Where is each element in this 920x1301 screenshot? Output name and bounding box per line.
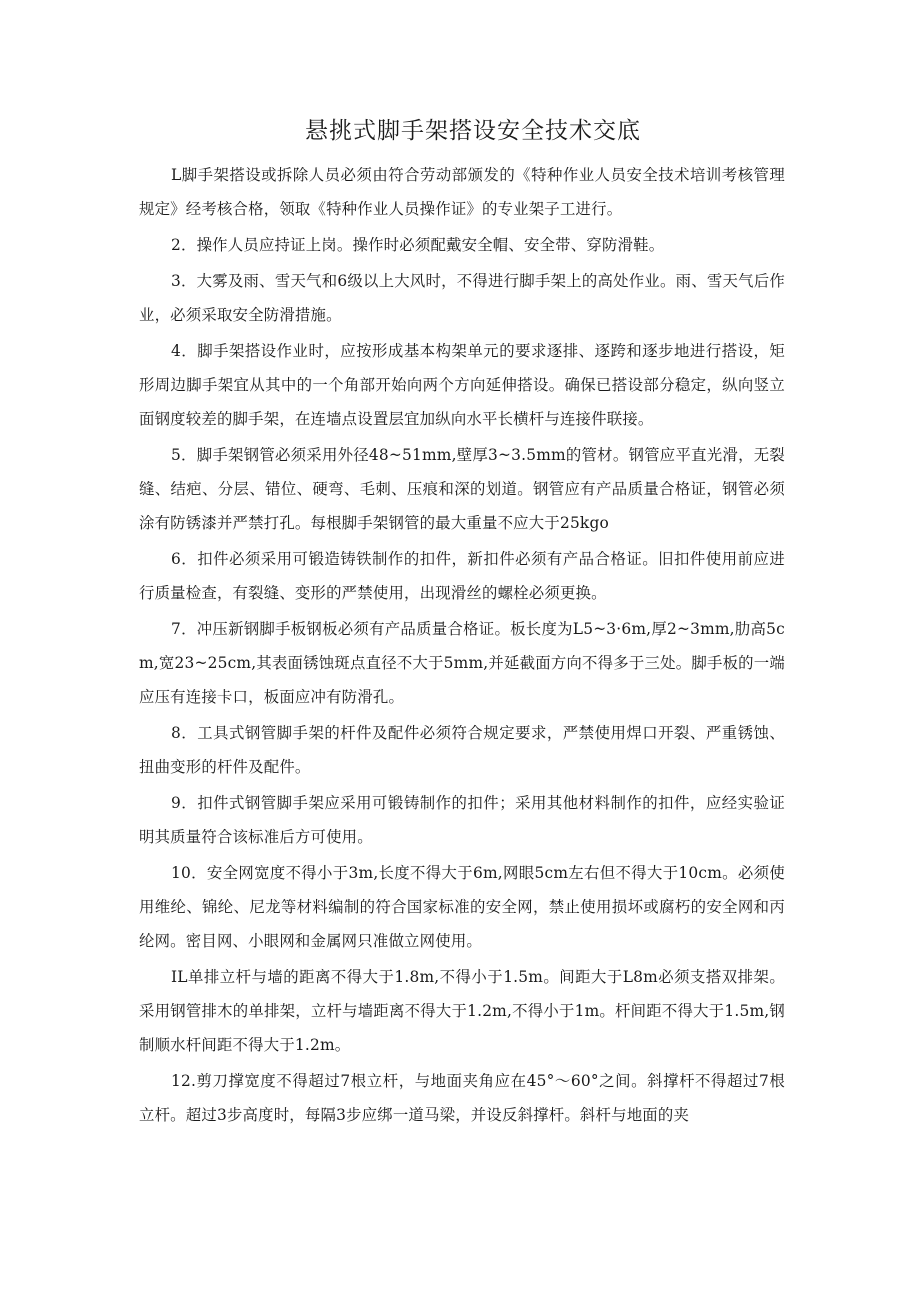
paragraph-3: 3．大雾及雨、雪天气和6级以上大风时，不得进行脚手架上的高处作业。雨、雪天气后作业，必须采取安全防滑措施。 <box>139 272 785 324</box>
document-title: 悬挑式脚手架搭设安全技术交底 <box>305 118 641 144</box>
paragraph-9: 9．扣件式钢管脚手架应采用可锻铸制作的扣件；采用其他材料制作的扣件，应经实验证明其质量符合该标准后方可使用。 <box>139 794 785 846</box>
paragraph-2: 2．操作人员应持证上岗。操作时必须配戴安全帽、安全带、穿防滑鞋。 <box>171 236 665 254</box>
paragraph-12: 12.剪刀撑宽度不得超过7根立杆，与地面夹角应在45°～60°之间。斜撑杆不得超过7根立杆。超过3步高度时，每隔3步应绑一道马梁，并设反斜撑杆。斜杆与地面的夹 <box>139 1072 785 1124</box>
paragraph-10: 10．安全网宽度不得小于3m,长度不得大于6m,网眼5cm左右但不得大于10cm。必须使用维纶、锦纶、尼龙等材料编制的符合国家标准的安全网，禁止使用损坏或腐朽的安全网和丙纶网。密目网、小眼网和金属网只准做立网使用。 <box>139 864 785 950</box>
paragraph-5: 5．脚手架钢管必须采用外径48~51mm,壁厚3~3.5mm的管材。钢管应平直光滑，无裂缝、结疤、分层、错位、硬弯、毛刺、压痕和深的划道。钢管应有产品质量合格证，钢管必须涂有防锈漆并严禁打孔。每根脚手架钢管的最大重量不应大于25kgo <box>139 446 785 532</box>
paragraph-1: L脚手架搭设或拆除人员必须由符合劳动部颁发的《特种作业人员安全技术培训考核管理规定》经考核合格，领取《特种作业人员操作证》的专业架子工进行。 <box>139 166 785 218</box>
document-page <box>139 112 785 1132</box>
paragraph-4: 4．脚手架搭设作业时，应按形成基本构架单元的要求逐排、逐跨和逐步地进行搭设，矩形周边脚手架宜从其中的一个角部开始向两个方向延伸搭设。确保已搭设部分稳定，纵向竖立面钢度较差的脚手架，在连墙点设置层宜加纵向水平长横杆与连接件联接。 <box>139 342 785 428</box>
paragraph-6: 6．扣件必须采用可锻造铸铁制作的扣件，新扣件必须有产品合格证。旧扣件使用前应进行质量检查，有裂缝、变形的严禁使用，出现滑丝的螺栓必须更换。 <box>139 550 785 602</box>
paragraph-11: IL单排立杆与墙的距离不得大于1.8m,不得小于1.5m。间距大于L8m必须支搭双排架。采用钢管排木的单排架，立杆与墙距离不得大于1.2m,不得小于1m。杆间距不得大于1.5m,钢制顺水杆间距不得大于1.2m。 <box>139 968 785 1054</box>
paragraph-7: 7．冲压新钢脚手板钢板必须有产品质量合格证。板长度为L5~3·6m,厚2~3mm,肋高5cm,宽23~25cm,其表面锈蚀斑点直径不大于5mm,并延截面方向不得多于三处。脚手板的一端应压有连接卡口，板面应冲有防滑孔。 <box>139 620 785 706</box>
paragraph-8: 8．工具式钢管脚手架的杆件及配件必须符合规定要求，严禁使用焊口开裂、严重锈蚀、扭曲变形的杆件及配件。 <box>139 724 785 776</box>
